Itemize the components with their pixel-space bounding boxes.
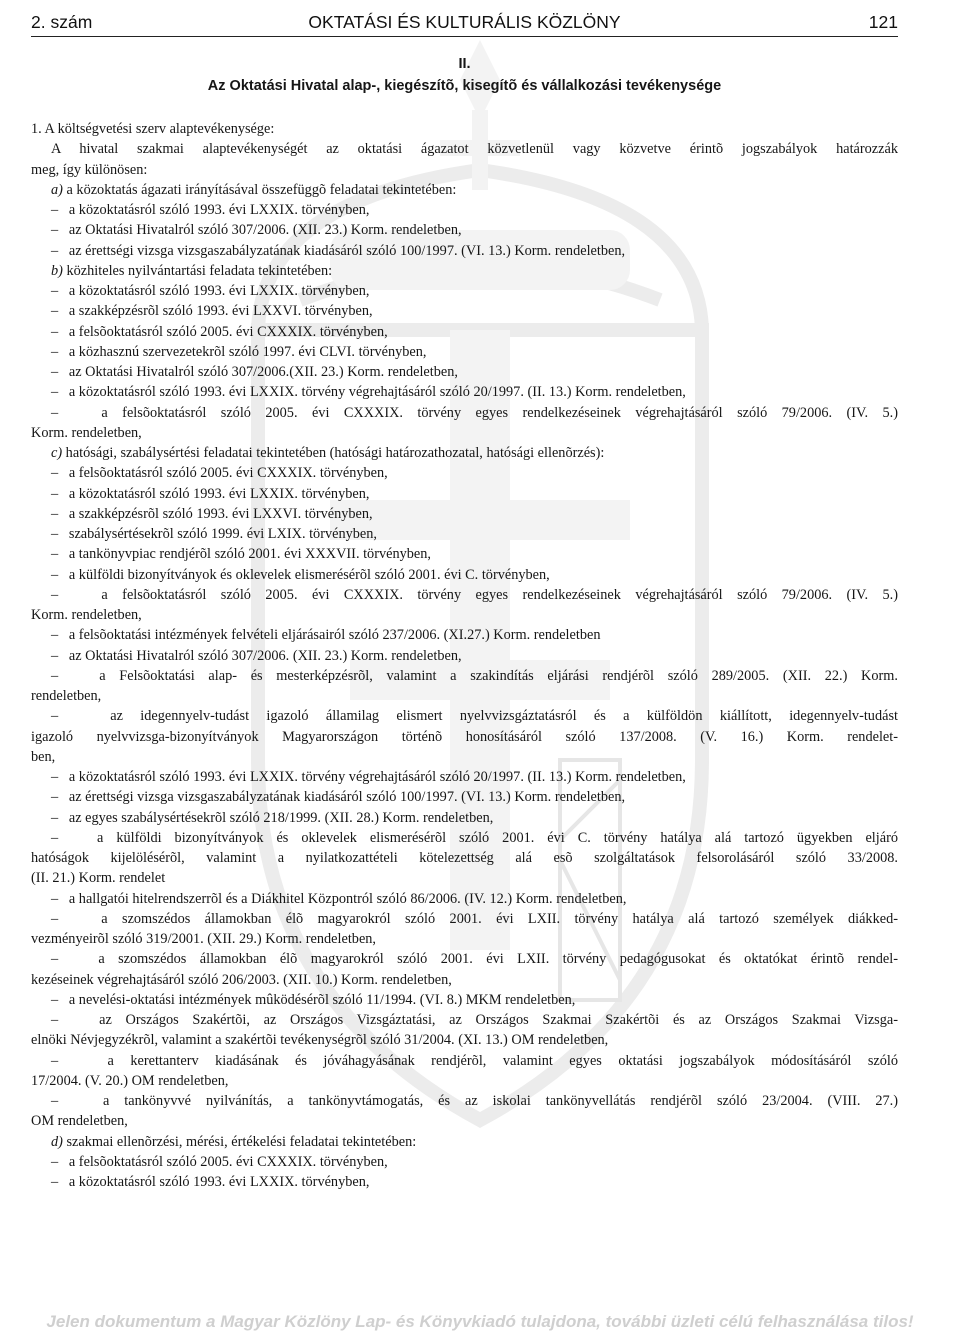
- text-line: [31, 544, 898, 564]
- line-text: a tankönyvpiac rendjérõl szóló 2001. évi XXXVII. törvényben,: [68, 546, 431, 563]
- line-text: a közoktatásról szóló 1993. évi LXXIX. törvényben,: [68, 202, 370, 218]
- text-line: [31, 1132, 898, 1152]
- enumeration-label: a): [51, 181, 63, 198]
- text-line: [31, 909, 898, 929]
- footer-watermark-text: Jelen dokumentum a Magyar Közlöny Lap- és Könyvkiadó tulajdona, további üzleti célú felhasználása tilos!: [46, 1312, 914, 1331]
- list-dash: –: [51, 1093, 59, 1109]
- text-line: [31, 706, 898, 726]
- list-dash: –: [51, 1012, 59, 1028]
- line-text: elnöki Névjegyzékrõl, valamint a szakértõi tevékenységrõl szóló 31/2004. (XI. 13.) OM rendeletben,: [31, 1032, 609, 1049]
- list-dash: –: [51, 708, 59, 725]
- line-text: a közoktatásról szóló 1993. évi LXXIX. törvény végrehajtásáról szóló 20/1997. (II. 13.) Korm. rendeletben,: [68, 769, 686, 785]
- text-line: [31, 646, 898, 666]
- line-text: a külföldi bizonyítványok és oklevelek elismerésérõl szóló 2001. évi C. törvény hatálya alá tartozó ügyekben eljáró: [97, 829, 898, 846]
- list-dash: –: [51, 364, 59, 380]
- list-dash: –: [51, 343, 59, 360]
- text-line: [31, 666, 898, 686]
- text-line: [31, 747, 898, 767]
- issue-number: 2. szám: [31, 12, 93, 32]
- list-dash: –: [51, 809, 59, 826]
- list-dash: –: [51, 404, 59, 421]
- text-line: [31, 1051, 898, 1071]
- text-line: [31, 301, 898, 321]
- list-dash: –: [51, 910, 59, 927]
- enumeration-label: c): [51, 445, 63, 461]
- line-text: kezéseinek végrehajtásáról szóló 206/2003. (XII. 10.) Korm. rendeletben,: [31, 971, 452, 988]
- line-text: a szakképzésrõl szóló 1993. évi LXXVI. törvényben,: [68, 303, 373, 320]
- line-text: az Oktatási Hivatalról szóló 307/2006. (XII. 23.) Korm. rendeletben,: [68, 222, 462, 239]
- text-line: [31, 808, 898, 828]
- list-dash: –: [51, 829, 59, 846]
- text-line: [31, 889, 898, 909]
- section-number: II.: [458, 56, 471, 72]
- line-text: ben,: [31, 748, 56, 765]
- line-text: az idegennyelv-tudást igazoló államilag elismert nyelvvizsgáztatásról és a külföldön kiállított, idegennyelv-tudást: [110, 708, 898, 725]
- line-text: szabálysértésekrõl szóló 1999. évi LXIX. törvényben,: [68, 526, 377, 542]
- text-line: [31, 686, 898, 706]
- list-dash: –: [51, 222, 59, 239]
- text-line: [31, 828, 898, 848]
- line-text: a Felsõoktatási alap- és mesterképzésrõl, valamint a szakindítás eljárási rendjérõl szóló 289/2005. (XII. 22.) Korm.: [99, 667, 898, 684]
- text-line: [31, 787, 898, 807]
- list-dash: –: [51, 505, 59, 522]
- text-line: [31, 1091, 898, 1111]
- list-dash: –: [51, 627, 59, 644]
- list-dash: –: [51, 890, 59, 907]
- line-text: 1. A költségvetési szerv alaptevékenysége:: [31, 121, 275, 137]
- line-text: a külföldi bizonyítványok és oklevelek elismerésérõl szóló 2001. évi C. törvényben,: [68, 566, 550, 583]
- list-dash: –: [51, 667, 59, 684]
- text-line: [31, 1071, 898, 1091]
- line-text: a tankönyvvé nyilvánítás, a tankönyvtámogatás, és az iskolai tankönyvellátás rendjérõl szóló 23/2004. (VIII. 27.): [103, 1093, 898, 1109]
- line-text: hatóságok kijelölésérõl, valamint a nyilatkozattételi kötelezettség alá esõ szolgáltatások felsorolásáról szóló 33/2008.: [31, 850, 898, 866]
- line-text: igazoló nyelvvizsga-bizonyítványok Magyarországon történõ honosításáról szóló 137/2008. (V. 16.) Korm. rendelet-: [31, 728, 898, 745]
- text-line: [31, 180, 898, 200]
- text-line: [31, 220, 898, 240]
- line-text: a közoktatásról szóló 1993. évi LXXIX. törvényben,: [68, 283, 370, 299]
- line-text: a hallgatói hitelrendszerrõl és a Diákhitel Központról szóló 86/2006. (IV. 12.) Korm. rendeletben,: [68, 890, 627, 907]
- list-dash: –: [51, 951, 59, 968]
- list-dash: –: [51, 384, 59, 401]
- text-line: [31, 990, 898, 1010]
- line-text: az Oktatási Hivatalról szóló 307/2006. (XII. 23.) Korm. rendeletben,: [68, 647, 462, 664]
- text-line: [31, 504, 898, 524]
- line-text: OM rendeletben,: [31, 1113, 128, 1130]
- line-text: a felsõoktatásról szóló 2005. évi CXXXIX. törvényben,: [68, 465, 388, 482]
- text-line: [31, 1111, 898, 1131]
- line-text: a felsõoktatásról szóló 2005. évi CXXXIX. törvény egyes rendelkezéseinek végrehajtásáról szóló 79/2006. (IV. 5.): [101, 586, 898, 603]
- list-dash: –: [51, 465, 59, 482]
- line-text: a nevelési-oktatási intézmények mûködésérõl szóló 11/1994. (VI. 8.) MKM rendeletben,: [68, 991, 576, 1008]
- text-line: [31, 970, 898, 990]
- list-dash: –: [51, 242, 59, 259]
- line-text: hatósági, szabálysértési feladatai tekintetében (hatósági határozathozatal, hatósági ellenõrzés):: [62, 445, 605, 461]
- text-line: [31, 342, 898, 362]
- text-line: [31, 160, 898, 180]
- text-line: [31, 484, 898, 504]
- line-text: a közoktatásról szóló 1993. évi LXXIX. törvényben,: [68, 485, 370, 502]
- text-line: [31, 1152, 898, 1172]
- page-header: [31, 10, 898, 37]
- text-line: [31, 605, 898, 625]
- text-line: [31, 322, 898, 342]
- line-text: a közoktatásról szóló 1993. évi LXXIX. törvényben,: [68, 1174, 370, 1190]
- line-text: a felsõoktatási intézmények felvételi eljárásairól szóló 237/2006. (XI.27.) Korm. rendeletben: [68, 627, 601, 644]
- list-dash: –: [51, 586, 59, 603]
- text-line: [31, 362, 898, 382]
- text-line: [31, 261, 898, 281]
- text-line: [31, 565, 898, 585]
- line-text: az érettségi vizsga vizsgaszabályzatának kiadásáról szóló 100/1997. (VI. 13.) Korm. rendeletben,: [68, 789, 626, 806]
- list-dash: –: [51, 202, 59, 218]
- text-line: [31, 929, 898, 949]
- list-dash: –: [51, 546, 59, 563]
- list-dash: –: [51, 283, 59, 299]
- list-dash: –: [51, 1174, 59, 1190]
- text-line: [31, 463, 898, 483]
- line-text: 17/2004. (V. 20.) OM rendeletben,: [31, 1072, 229, 1089]
- text-line: [31, 139, 898, 159]
- line-text: szakmai ellenõrzési, mérési, értékelési feladatai tekintetében:: [62, 1133, 417, 1150]
- line-text: a szakképzésrõl szóló 1993. évi LXXVI. törvényben,: [68, 505, 373, 522]
- text-line: [31, 443, 898, 463]
- list-dash: –: [51, 303, 59, 320]
- line-text: az Országos Szakértõi, az Országos Vizsgáztatási, az Országos Szakmai Szakértõi és az Országos Szakmai Vizsga-: [99, 1012, 898, 1028]
- text-line: [31, 949, 898, 969]
- line-text: az érettségi vizsga vizsgaszabályzatának kiadásáról szóló 100/1997. (VI. 13.) Korm. rendeletben,: [68, 242, 626, 259]
- line-text: Korm. rendeletben,: [31, 607, 142, 623]
- text-line: [31, 727, 898, 747]
- list-dash: –: [51, 526, 59, 542]
- text-line: [31, 1030, 898, 1050]
- line-text: Korm. rendeletben,: [31, 424, 142, 441]
- text-line: [31, 382, 898, 402]
- text-line: [31, 767, 898, 787]
- enumeration-label: b): [51, 262, 63, 279]
- line-text: A hivatal szakmai alaptevékenységét az oktatási ágazatot közvetlenül vagy közvetve érintõ jogszabályok határozzák: [51, 141, 898, 158]
- list-dash: –: [51, 789, 59, 806]
- text-line: [31, 403, 898, 423]
- line-text: a felsõoktatásról szóló 2005. évi CXXXIX. törvényben,: [68, 323, 388, 340]
- enumeration-label: d): [51, 1133, 63, 1150]
- line-text: a közoktatás ágazati irányításával összefüggõ feladatai tekintetében:: [62, 181, 457, 198]
- line-text: a szomszédos államokban élõ magyarokról szóló 2001. évi LXII. törvény hatálya alá tartozó személyek diákked-: [101, 910, 898, 927]
- text-line: [31, 524, 898, 544]
- line-text: vezményeirõl szóló 319/2001. (XII. 29.) Korm. rendeletben,: [31, 931, 377, 947]
- line-text: az Oktatási Hivatalról szóló 307/2006.(XII. 23.) Korm. rendeletben,: [68, 364, 458, 380]
- line-text: rendeletben,: [31, 688, 102, 704]
- text-line: [31, 1172, 898, 1192]
- line-text: meg, így különösen:: [31, 161, 148, 178]
- text-line: [31, 423, 898, 443]
- list-dash: –: [51, 323, 59, 340]
- list-dash: –: [51, 991, 59, 1008]
- list-dash: –: [51, 1153, 59, 1170]
- text-line: [31, 848, 898, 868]
- section-title: Az Oktatási Hivatal alap-, kiegészítõ, kisegítõ és vállalkozási tevékenysége: [207, 78, 722, 94]
- list-dash: –: [51, 647, 59, 664]
- line-text: az egyes szabálysértésekrõl szóló 218/1999. (XII. 28.) Korm. rendeletben,: [68, 809, 494, 826]
- list-dash: –: [51, 1052, 59, 1069]
- line-text: (II. 21.) Korm. rendelet: [31, 870, 166, 887]
- text-line: [31, 625, 898, 645]
- line-text: a szomszédos államokban élõ magyarokról szóló 2001. évi LXII. törvény pedagógusokat és oktatókat érintõ rendel-: [98, 951, 898, 968]
- list-dash: –: [51, 566, 59, 583]
- text-line: [31, 241, 898, 261]
- page-number: 121: [868, 12, 898, 32]
- line-text: a kerettanterv kiadásának és jóváhagyásának rendjérõl, valamint egyes oktatási jogszabályok módosításáról szóló: [107, 1052, 898, 1069]
- list-dash: –: [51, 485, 59, 502]
- line-text: a közhasznú szervezetekrõl szóló 1997. évi CLVI. törvényben,: [68, 343, 427, 360]
- line-text: a felsõoktatásról szóló 2005. évi CXXXIX. törvény egyes rendelkezéseinek végrehajtásáról szóló 79/2006. (IV. 5.): [101, 404, 898, 421]
- list-dash: –: [51, 769, 59, 785]
- line-text: a felsõoktatásról szóló 2005. évi CXXXIX. törvényben,: [68, 1153, 388, 1170]
- text-line: [31, 281, 898, 301]
- text-line: [31, 200, 898, 220]
- text-line: [31, 585, 898, 605]
- text-line: [31, 1010, 898, 1030]
- line-text: közhiteles nyilvántartási feladata tekintetében:: [62, 262, 333, 279]
- line-text: a közoktatásról szóló 1993. évi LXXIX. törvény végrehajtásáról szóló 20/1997. (II. 13.) Korm. rendeletben,: [68, 384, 686, 401]
- body-text: [31, 119, 898, 1192]
- text-line: [31, 868, 898, 888]
- text-line: [31, 119, 898, 139]
- journal-title: OKTATÁSI ÉS KULTURÁLIS KÖZLÖNY: [308, 12, 621, 32]
